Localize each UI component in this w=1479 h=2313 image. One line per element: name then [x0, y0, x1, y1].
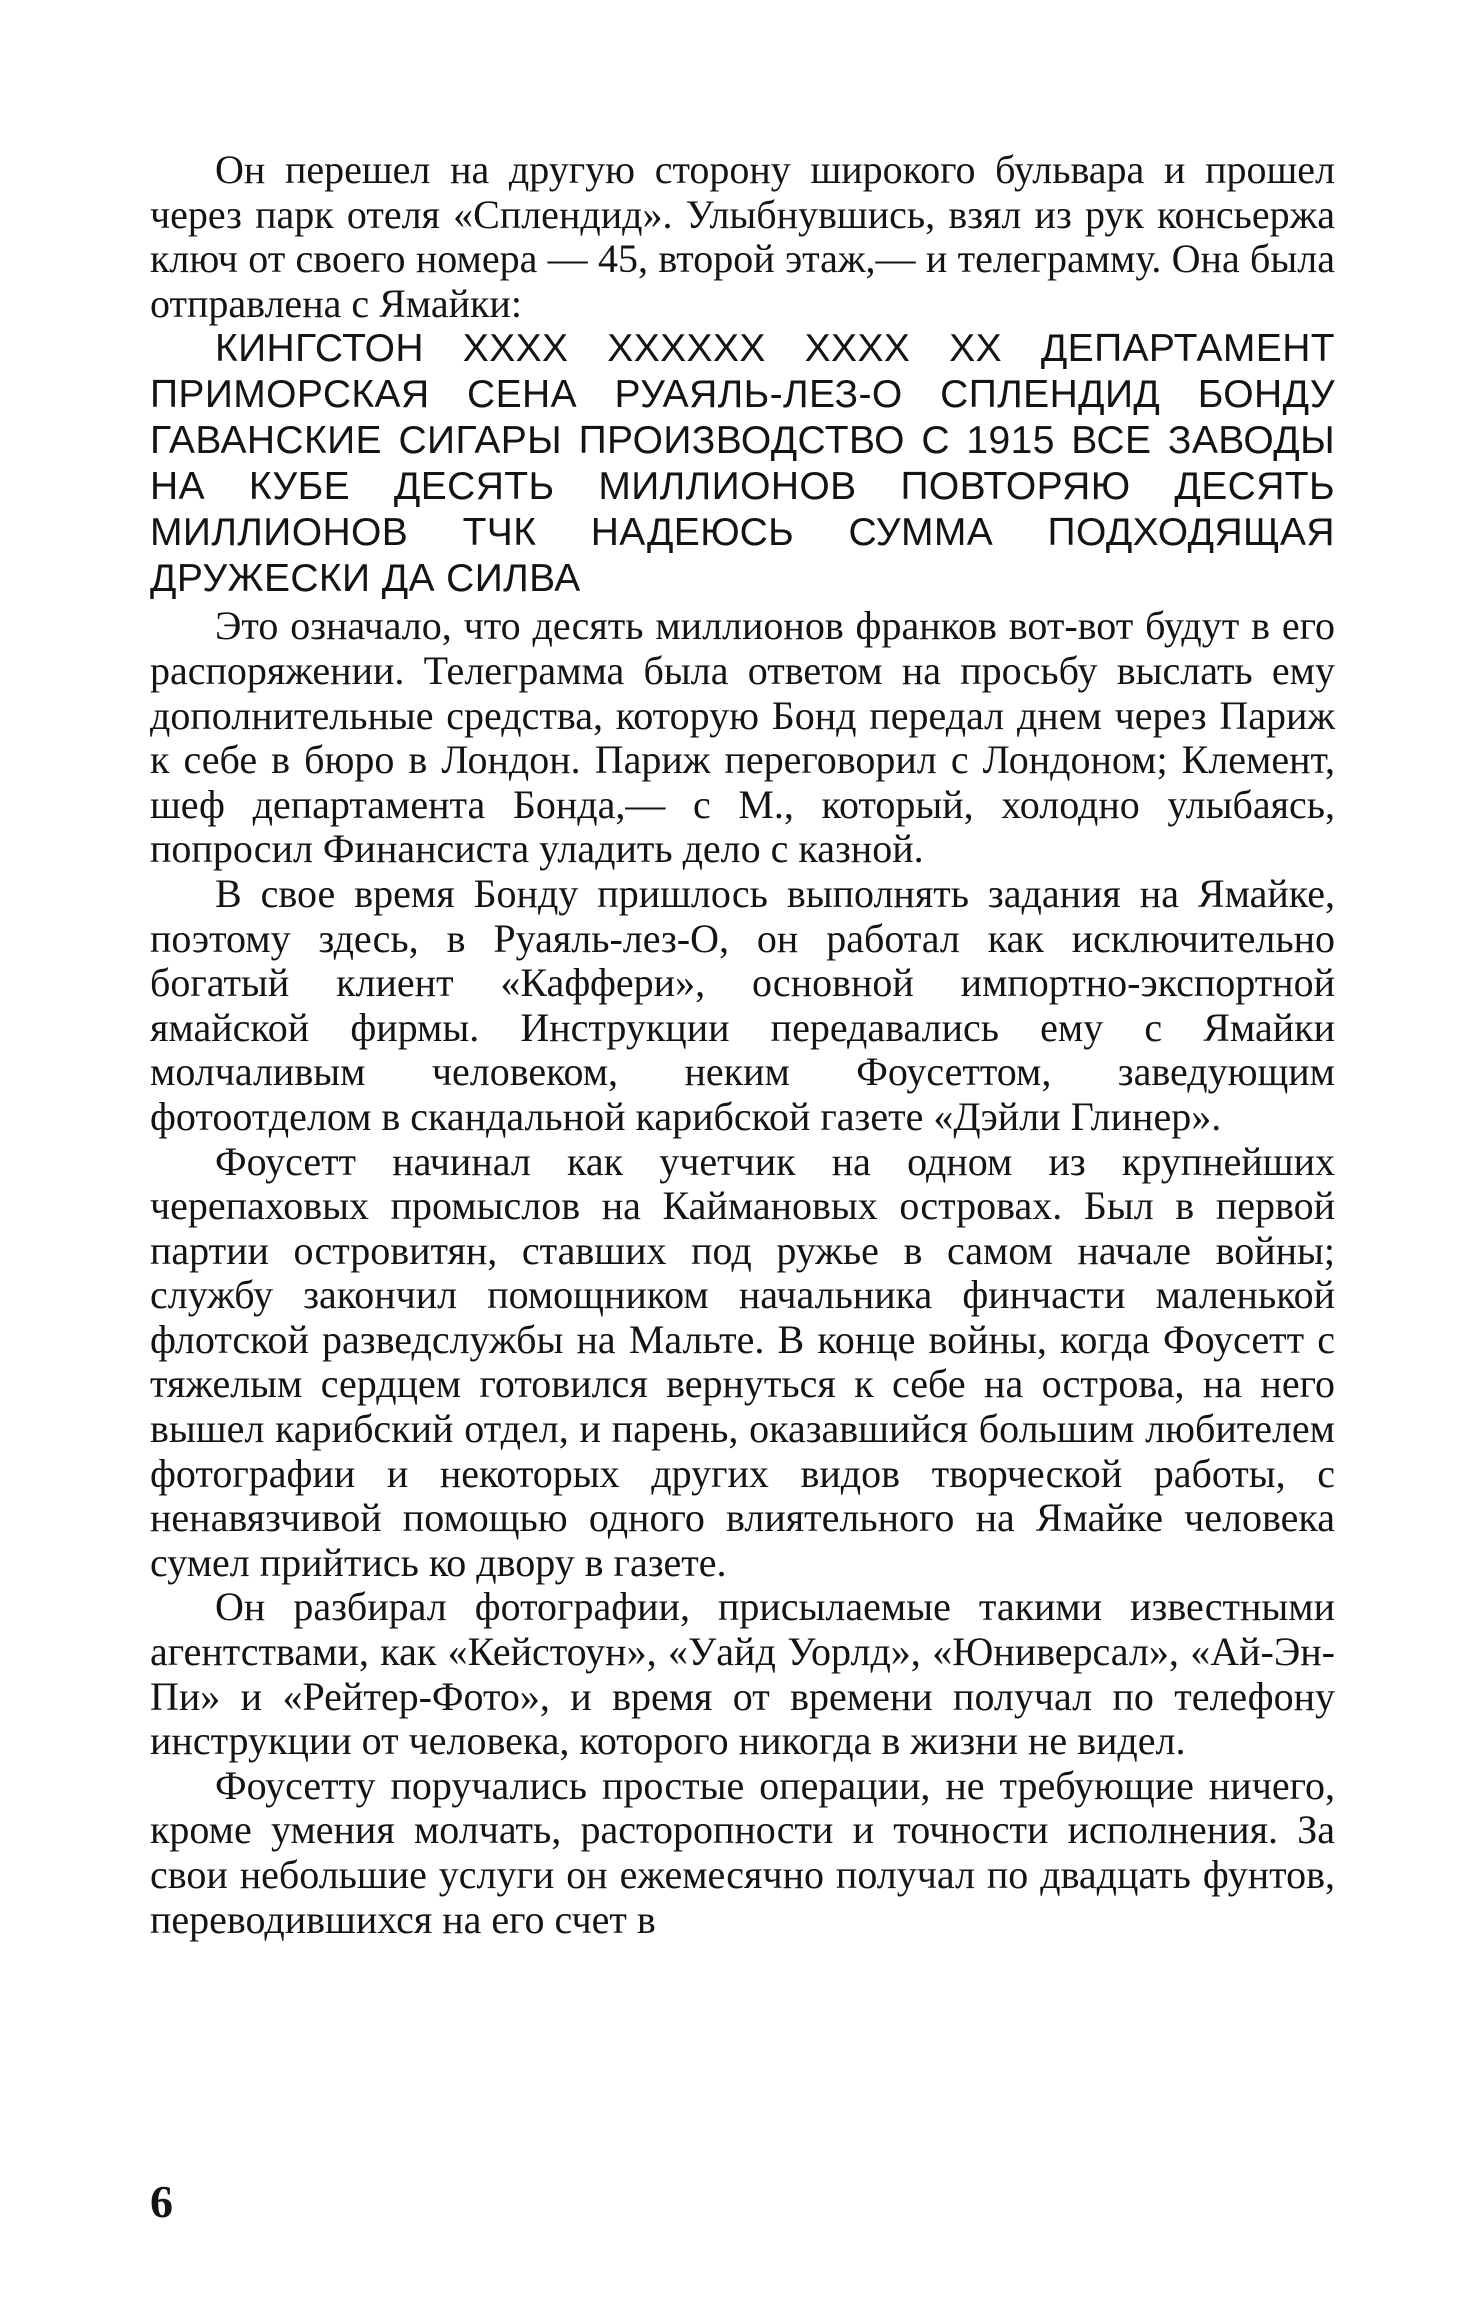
page-body: [150, 148, 1335, 1942]
paragraph-7: Фоусетту поручались простые операции, не требующие ничего, кроме умения молчать, расторопности и точности исполнения. За свои небольшие услуги он ежемесячно получал по двадцать фунтов, переводившихся на его счет в: [150, 1762, 1335, 1942]
paragraph-3: Это означало, что десять миллионов франков вот-вот будут в его распоряжении. Телеграмма была ответом на просьбу выслать ему дополнительные средства, которую Бонд передал днем через Париж к себе в бюро в Лондон. Париж переговорил с Лондоном; Клемент, шеф департамента Бонда,— с М., который, холодно улыбаясь, попросил Финансиста уладить дело с казной.: [150, 603, 1335, 872]
paragraph-6: Он разбирал фотографии, присылаемые такими известными агентствами, как «Кейстоун», «Уайд Уорлд», «Юниверсал», «Ай-Эн-Пи» и «Рейтер-Фото», и время от времени получал по телефону инструкции от человека, которого никогда в жизни не видел.: [150, 1584, 1335, 1764]
page-number: 6: [150, 2176, 173, 2227]
paragraph-1: Он перешел на другую сторону широкого бульвара и прошел через парк отеля «Сплендид». Улыбнувшись, взял из рук консьержа ключ от своего номера — 45, второй этаж,— и телеграмму. Она была отправлена с Ямайки:: [150, 147, 1335, 326]
telegram-text: КИНГСТОН XXXX XXXXXX XXXX XX ДЕПАРТАМЕНТ ПРИМОРСКАЯ СЕНА РУАЯЛЬ-ЛЕЗ-О СПЛЕНДИД БОНДУ ГАВАНСКИЕ СИГАРЫ ПРОИЗВОДСТВО С 1915 ВСЕ ЗАВОДЫ НА КУБЕ ДЕСЯТЬ МИЛЛИОНОВ ПОВТОРЯЮ ДЕСЯТЬ МИЛЛИОНОВ ТЧК НАДЕЮСЬ СУММА ПОДХОДЯЩАЯ ДРУЖЕСКИ ДА СИЛВА: [150, 327, 1335, 601]
paragraph-4: В свое время Бонду пришлось выполнять задания на Ямайке, поэтому здесь, в Руаяль-лез-О, он работал как исключительно богатый клиент «Каффери», основной импортно-экспортной ямайской фирмы. Инструкции передавались ему с Ямайки молчаливым человеком, неким Фоусеттом, заведующим фотоотделом в скандальной карибской газете «Дэйли Глинер».: [150, 870, 1335, 1139]
paragraph-5: Фоусетт начинал как учетчик на одном из крупнейших черепаховых промыслов на Каймановых островах. Был в первой партии островитян, ставших под ружье в самом начале войны; службу закончил помощником начальника финчасти маленькой флотской разведслужбы на Мальте. В конце войны, когда Фоусетт с тяжелым сердцем готовился вернуться к себе на острова, на него вышел карибский отдел, и парень, оказавшийся большим любителем фотографии и некоторых других видов творческой работы, с ненавязчивой помощью одного влиятельного на Ямайке человека сумел прийтись ко двору в газете.: [150, 1138, 1335, 1585]
